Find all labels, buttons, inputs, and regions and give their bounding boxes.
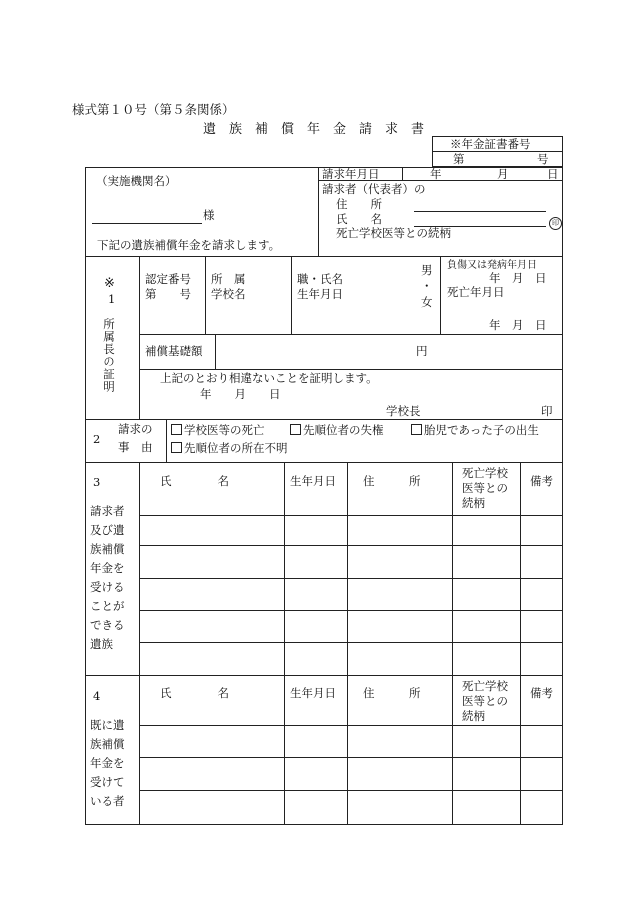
- section4-number: 4: [93, 689, 101, 703]
- section2-number: 2: [93, 432, 101, 446]
- sama-label: 様: [203, 208, 215, 222]
- base-amount-label: 補償基礎額: [145, 344, 203, 358]
- reason-option-2[interactable]: 先順位者の失権: [290, 424, 384, 437]
- affiliation-line2: 学校名: [211, 287, 246, 301]
- col-name-header-2: 氏 名: [160, 686, 229, 700]
- injury-date-label: 負傷又は発病年月日: [447, 260, 537, 271]
- section3-side-label: 請求者 及び遺 族補償 年金を 受ける ことが できる 遺族: [90, 504, 125, 651]
- request-day: 日: [547, 167, 559, 181]
- section2-label-line2: 事 由: [118, 440, 153, 454]
- col-remarks-header-2: 備考: [530, 686, 553, 700]
- gender-male: 男: [421, 263, 433, 277]
- role-line1: 職・氏名: [297, 272, 343, 286]
- form-number: 様式第１０号（第５条関係）: [72, 102, 235, 117]
- address-label: 住 所: [336, 197, 382, 211]
- col-birth-header: 生年月日: [290, 474, 336, 488]
- cert-number-label: ※年金証書番号: [450, 137, 531, 151]
- cert-number-dai: 第: [453, 152, 465, 166]
- col-name-header: 氏 名: [160, 474, 229, 488]
- checkbox[interactable]: [290, 424, 301, 435]
- section1-number: 1: [108, 292, 116, 306]
- checkbox[interactable]: [411, 424, 422, 435]
- agency-label: （実施機関名）: [96, 174, 177, 188]
- seal-mark: 印: [549, 217, 562, 230]
- certify-date: 年 月 日: [200, 387, 281, 401]
- representative-label: 請求者（代表者）の: [322, 182, 426, 196]
- reason-option-4[interactable]: 先順位者の所在不明: [171, 442, 288, 455]
- section3-number: 3: [93, 475, 101, 489]
- death-date-label: 死亡年月日: [447, 285, 505, 299]
- col-birth-header-2: 生年月日: [290, 686, 336, 700]
- cert-number-go: 号: [537, 152, 549, 166]
- address-line[interactable]: [414, 211, 546, 212]
- request-year: 年: [430, 167, 442, 181]
- relation-label: 死亡学校医等との続柄: [336, 226, 451, 240]
- death-date: 年 月 日: [489, 318, 547, 332]
- section1-side-label: 所属長の証明: [102, 318, 116, 393]
- cert-number-line1: 認定番号: [145, 272, 191, 286]
- checkbox[interactable]: [171, 424, 182, 435]
- cert-number-line2: 第 号: [145, 287, 191, 301]
- name-label: 氏 名: [336, 212, 382, 226]
- reason-option-1[interactable]: 学校医等の死亡: [171, 424, 265, 437]
- col-relation-header-2: 死亡学校 医等との 続柄: [462, 679, 508, 723]
- col-address-header-2: 住 所: [363, 686, 421, 700]
- section4-side-label: 既に遺 族補償 年金を 受けて いる者: [90, 718, 125, 808]
- form-title: 遺 族 補 償 年 金 請 求 書: [203, 122, 425, 137]
- principal-seal: 印: [541, 404, 553, 418]
- agency-name-line[interactable]: [92, 223, 202, 224]
- certify-text: 上記のとおり相違ないことを証明します。: [160, 371, 378, 385]
- col-address-header: 住 所: [363, 474, 421, 488]
- checkbox[interactable]: [171, 442, 182, 453]
- injury-date: 年 月 日: [489, 271, 547, 285]
- principal-label: 学校長: [386, 404, 421, 418]
- gender-female: 女: [421, 295, 433, 309]
- affiliation-line1: 所 属: [211, 272, 246, 286]
- section2-label-line1: 請求の: [118, 422, 153, 436]
- request-date-label: 請求年月日: [322, 167, 380, 181]
- role-line2: 生年月日: [297, 287, 343, 301]
- col-remarks-header: 備考: [530, 474, 553, 488]
- gender-dot: ・: [421, 279, 433, 293]
- section1-kome: ※: [104, 276, 115, 291]
- yen-label: 円: [416, 344, 428, 358]
- col-relation-header: 死亡学校 医等との 続柄: [462, 466, 508, 510]
- request-month: 月: [497, 167, 509, 181]
- reason-option-3[interactable]: 胎児であった子の出生: [411, 424, 539, 437]
- request-text: 下記の遺族補償年金を請求します。: [97, 238, 281, 252]
